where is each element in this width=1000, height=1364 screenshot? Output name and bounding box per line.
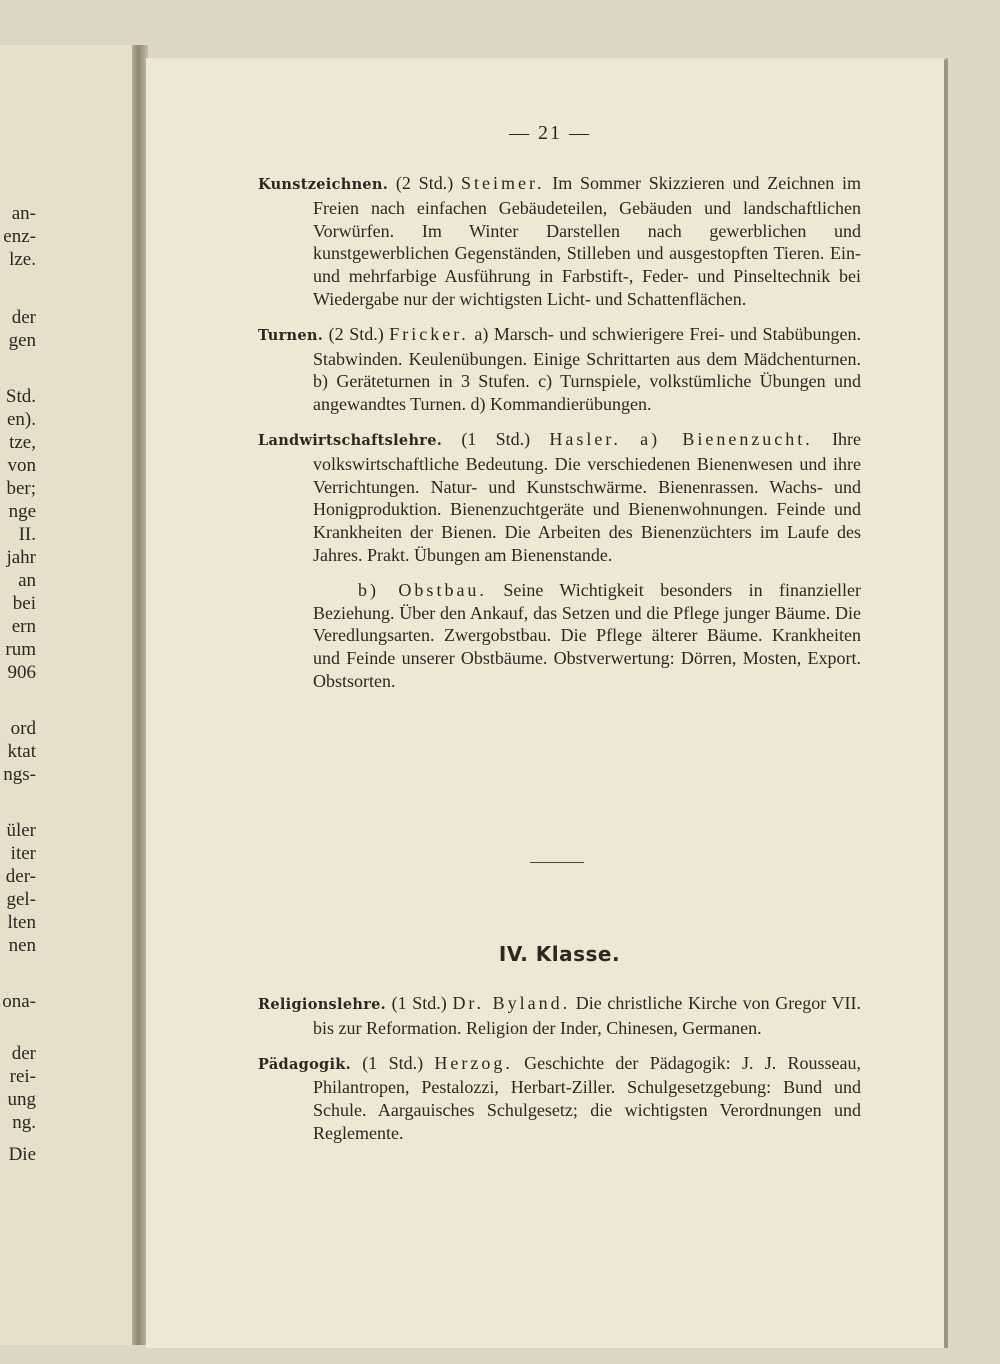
left-fragment: bei: [12, 593, 36, 614]
section-teacher: Herzog.: [434, 1052, 513, 1073]
left-fragment: iter: [10, 843, 36, 864]
section-hours: (1 Std.): [391, 993, 447, 1013]
left-fragment: der: [11, 307, 36, 328]
left-fragment: Die: [8, 1144, 36, 1165]
left-fragment: ktat: [7, 741, 36, 762]
left-facing-page: [0, 45, 140, 1345]
left-fragment: enz-: [3, 226, 36, 247]
left-fragment: ber;: [6, 478, 36, 499]
course-list-upper: [258, 172, 861, 705]
section-text: a) Marsch- und schwierigere Frei- und Stabübungen. Stabwinden. Keulenübungen. Einige Schrittarten aus dem Mädchenturnen. b) Geräteturnen in 3 Stufen. c) Turnspiele, volkstümliche Übungen und angewandtes Turnen. d) Kommandierübungen.: [313, 323, 862, 415]
left-fragment: lten: [7, 912, 36, 933]
section-heading: Turnen.: [258, 326, 324, 344]
left-page-fragments: [0, 45, 36, 1345]
left-fragment: der-: [5, 866, 36, 887]
section-subhead: b) Obstbau.: [358, 579, 487, 600]
left-fragment: Std.: [5, 386, 36, 407]
left-fragment: an-: [11, 203, 36, 224]
section-obstbau: [258, 579, 861, 693]
section-hours: (1 Std.): [461, 428, 531, 449]
section-teacher: Hasler.: [549, 428, 621, 449]
section-hours: (1 Std.): [362, 1052, 424, 1073]
section-text: Ihre volkswirtschaftliche Bedeutung. Die verschiedenen Bienenwesen und ihre Verrichtungen. Natur- und Kunstschwärme. Bienenrassen. Wachs- und Honigproduktion. Bienenzuchtgeräte und Bienenwohnungen. Feinde und Krankheiten der Bienen. Die Arbeiten des Bienenzüchters im Laufe des Jahres. Prakt. Übungen am Bienenstande.: [313, 428, 862, 565]
section-heading: Landwirtschaftslehre.: [258, 431, 443, 449]
section-divider: [530, 862, 584, 863]
left-fragment: nge: [8, 501, 36, 522]
left-fragment: gen: [8, 330, 36, 351]
left-fragment: nen: [8, 935, 36, 956]
left-fragment: an: [18, 570, 36, 591]
section-text: Im Sommer Skizzieren und Zeichnen im Freien nach einfachen Gebäudeteilen, Gebäuden und landschaftlichen Vorwürfen. Im Winter Darstellen nach gewerblichen und kunstgewerblichen Gegenständen, Stilleben und ausgestopften Tieren. Ein- und mehrfarbige Ausführung in Farbstift-, Feder- und Pinseltechnik bei Wiedergabe nur der wichtigsten Licht- und Schattenflächen.: [313, 173, 862, 309]
page-edge: [944, 60, 948, 1348]
section-heading: Religionslehre.: [258, 996, 387, 1013]
left-fragment: rum: [5, 639, 36, 660]
left-fragment: II.: [18, 524, 36, 545]
left-fragment: en).: [6, 409, 36, 430]
section-text: Geschichte der Pädagogik: J. J. Rousseau, Philantropen, Pestalozzi, Herbart-Ziller. Schulgesetzgebung: Bund und Schule. Aargauisches Schulgesetz; die wichtigsten Verordnungen und Reglemente.: [313, 1052, 862, 1143]
left-fragment: ung: [7, 1089, 36, 1110]
section-landwirtschaftslehre: [258, 428, 861, 567]
page-number: — 21 —: [509, 122, 591, 144]
section-religionslehre: [258, 992, 861, 1040]
left-fragment: von: [7, 455, 36, 476]
section-teacher: Steimer.: [460, 173, 545, 193]
left-fragment: gel-: [6, 889, 36, 910]
section-heading: Pädagogik.: [258, 1055, 351, 1073]
left-fragment: ord: [10, 718, 36, 739]
section-teacher: Fricker.: [389, 323, 469, 344]
section-text: Seine Wichtigkeit besonders in finanzieller Beziehung. Über den Ankauf, das Setzen und die Pflege junger Bäume. Die Veredlungsarten. Zwergobstbau. Die Pflege älterer Bäume. Krankheiten und Feinde unserer Obstbäume. Obstverwertung: Dörren, Mosten, Export. Obstsorten.: [313, 579, 862, 691]
section-kunstzeichnen: [258, 172, 861, 311]
left-fragment: ern: [11, 616, 36, 637]
left-fragment: ona-: [2, 991, 36, 1012]
section-turnen: [258, 323, 861, 416]
section-hours: (2 Std.): [328, 323, 384, 344]
section-text: Die christliche Kirche von Gregor VII. bis zur Reformation. Religion der Inder, Chinesen, Germanen.: [313, 993, 861, 1038]
section-teacher: Dr. Byland.: [452, 993, 571, 1013]
left-fragment: lze.: [9, 249, 36, 270]
course-list-lower: [258, 992, 861, 1157]
left-fragment: üler: [6, 820, 36, 841]
section-hours: (2 Std.): [395, 173, 454, 193]
section-subhead: a) Bienenzucht.: [640, 428, 813, 449]
section-paedagogik: [258, 1052, 861, 1145]
left-fragment: rei-: [9, 1066, 36, 1087]
left-fragment: tze,: [9, 432, 36, 453]
left-fragment: 906: [7, 662, 36, 683]
left-fragment: ng.: [12, 1112, 36, 1133]
left-fragment: der: [11, 1043, 36, 1064]
section-heading: Kunstzeichnen.: [258, 176, 389, 193]
left-fragment: jahr: [6, 547, 36, 568]
class-title: IV. Klasse.: [498, 942, 621, 966]
left-fragment: ngs-: [3, 764, 36, 785]
